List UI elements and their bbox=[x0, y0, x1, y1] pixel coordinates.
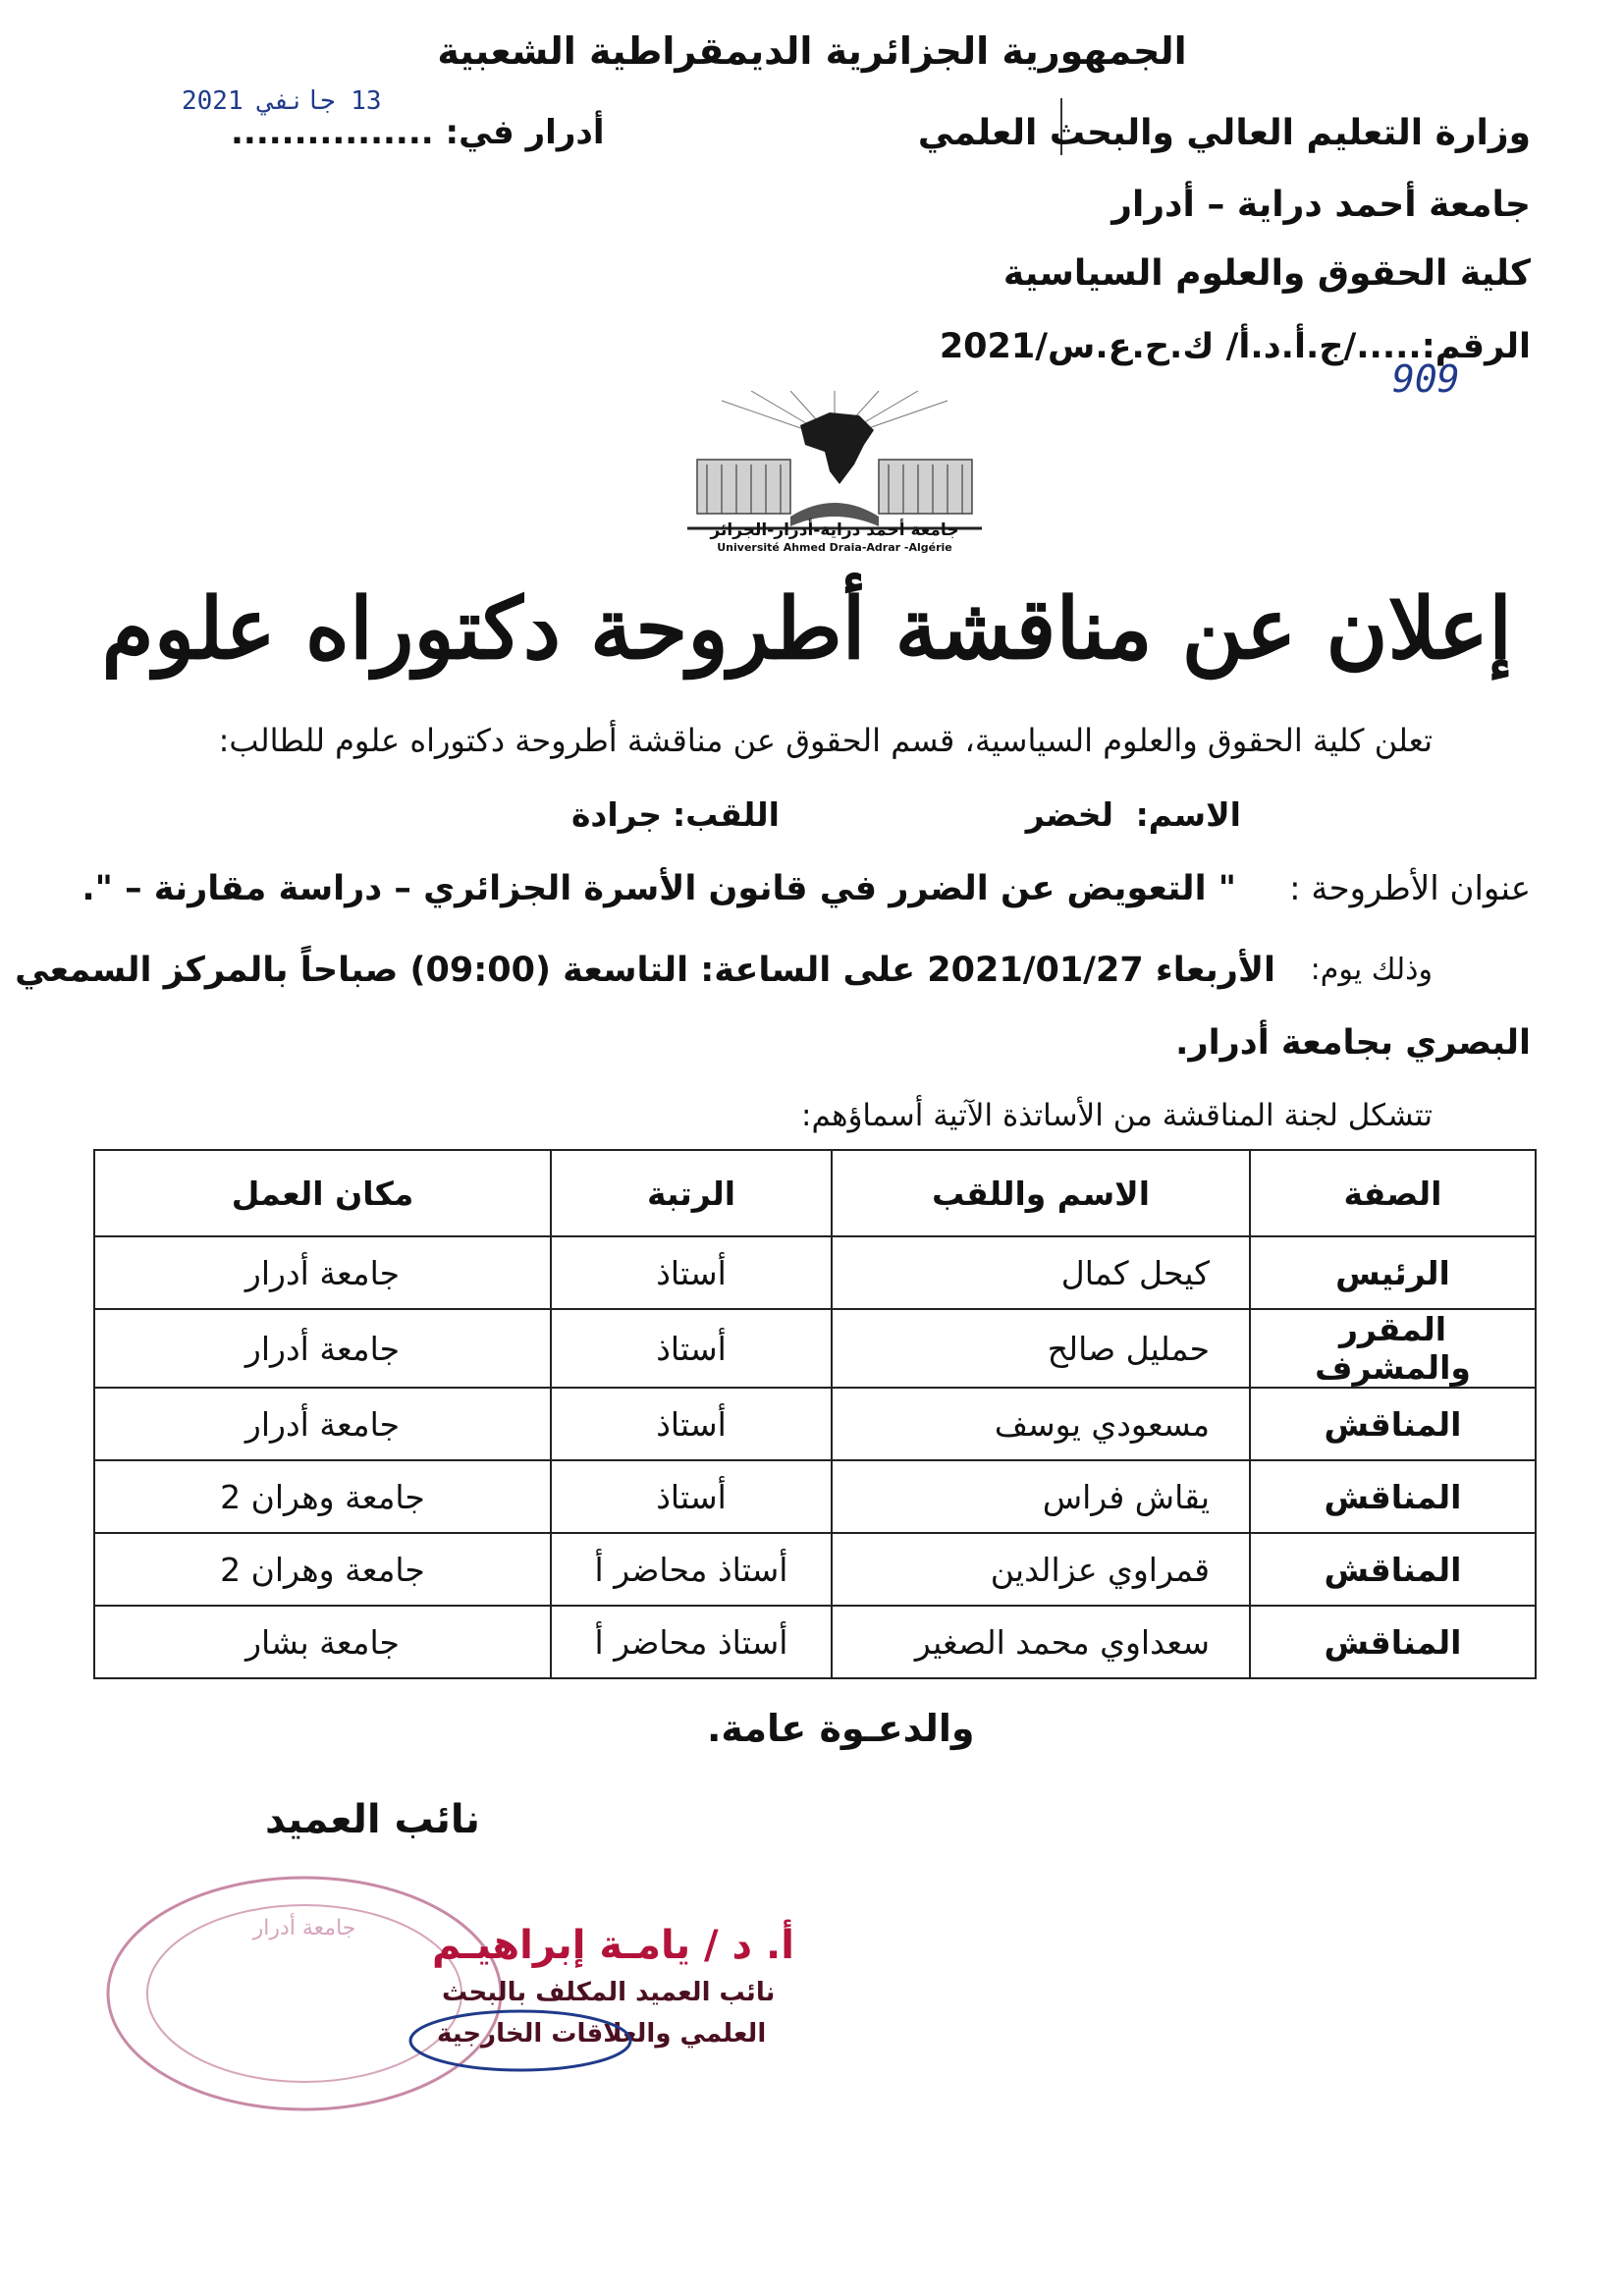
signatory-position-line-2: العلمي والعلاقات الخارجية bbox=[437, 2019, 767, 2049]
header-role: الصفة bbox=[1250, 1150, 1536, 1236]
reference-number: الرقم:...../ج.أ.د.أ/ ك.ح.ع.س/2021 bbox=[939, 327, 1531, 366]
name-cell: حمليل صالح bbox=[832, 1309, 1250, 1388]
last-name-label: اللقب: bbox=[672, 795, 780, 834]
header-rank: الرتبة bbox=[551, 1150, 832, 1236]
table-row bbox=[94, 1388, 1536, 1460]
thesis-title: " التعويض عن الضرر في قانون الأسرة الجزائري – دراسة مقارنة – ". bbox=[81, 869, 1236, 908]
announcement-title: إعلان عن مناقشة أطروحة دكتوراه علوم bbox=[101, 579, 1512, 679]
schedule-line-2: البصري بجامعة أدرار. bbox=[1175, 1023, 1531, 1063]
signatory-name: أ. د / يامـة إبراهيـم bbox=[432, 1923, 794, 1968]
workplace-cell: جامعة أدرار bbox=[94, 1388, 551, 1460]
thesis-label: عنوان الأطروحة : bbox=[1289, 869, 1531, 908]
signatory-position-line-1: نائب العميد المكلف بالبحث bbox=[442, 1978, 776, 2007]
place-date-label: أدرار في: ................ bbox=[231, 113, 605, 152]
table-row bbox=[94, 1606, 1536, 1678]
university-logo bbox=[682, 391, 987, 558]
rank-cell: أستاذ bbox=[551, 1388, 832, 1460]
role-cell: المناقش bbox=[1250, 1606, 1536, 1678]
logo-arabic-caption: جامعة أحمد دراية-أدرار-الجزائر bbox=[710, 520, 959, 540]
role-cell: المقرر والمشرف bbox=[1250, 1309, 1536, 1388]
name-cell: قمراوي عزالدين bbox=[832, 1533, 1250, 1606]
header-name: الاسم واللقب bbox=[832, 1150, 1250, 1236]
schedule-line-1: الأربعاء 2021/01/27 على الساعة: التاسعة (09:00) صباحاً بالمركز السمعي bbox=[15, 951, 1275, 990]
table-row bbox=[94, 1533, 1536, 1606]
rank-cell: أستاذ bbox=[551, 1309, 832, 1388]
name-cell: كيحل كمال bbox=[832, 1236, 1250, 1309]
schedule-prefix: وذلك يوم: bbox=[1310, 953, 1433, 987]
workplace-cell: جامعة وهران 2 bbox=[94, 1533, 551, 1606]
handwritten-signature-icon bbox=[403, 2003, 638, 2082]
name-cell: مسعودي يوسف bbox=[832, 1388, 1250, 1460]
workplace-cell: جامعة بشار bbox=[94, 1606, 551, 1678]
committee-table bbox=[93, 1149, 1537, 1679]
university-line: جامعة أحمد دراية – أدرار bbox=[1111, 185, 1531, 225]
workplace-cell: جامعة أدرار bbox=[94, 1309, 551, 1388]
date-stamp: 13 جانفي 2021 bbox=[182, 86, 382, 116]
rank-cell: أستاذ bbox=[551, 1460, 832, 1533]
last-name-value: جرادة bbox=[570, 795, 662, 834]
signature-title: نائب العميد bbox=[265, 1797, 480, 1842]
table-row bbox=[94, 1309, 1536, 1388]
committee-intro: تتشكل لجنة المناقشة من الأساتذة الآتية أسماؤهم: bbox=[801, 1098, 1433, 1133]
rank-cell: أستاذ محاضر أ bbox=[551, 1533, 832, 1606]
table-header-row bbox=[94, 1150, 1536, 1236]
intro-paragraph: تعلن كلية الحقوق والعلوم السياسية، قسم الحقوق عن مناقشة أطروحة دكتوراه علوم للطالب: bbox=[218, 722, 1433, 759]
name-cell: يقاش فراس bbox=[832, 1460, 1250, 1533]
workplace-cell: جامعة وهران 2 bbox=[94, 1460, 551, 1533]
svg-text:جامعة أدرار: جامعة أدرار bbox=[252, 1916, 356, 1941]
workplace-cell: جامعة أدرار bbox=[94, 1236, 551, 1309]
rank-cell: أستاذ bbox=[551, 1236, 832, 1309]
role-cell: المناقش bbox=[1250, 1460, 1536, 1533]
public-invitation: والدعـوة عامة. bbox=[707, 1707, 975, 1750]
republic-heading: الجمهورية الجزائرية الديمقراطية الشعبية bbox=[437, 29, 1187, 73]
first-name-label: الاسم: bbox=[1135, 795, 1241, 834]
header-workplace: مكان العمل bbox=[94, 1150, 551, 1236]
ministry-line: وزارة التعليم العالي والبحث العلمي bbox=[917, 113, 1531, 153]
role-cell: الرئيس bbox=[1250, 1236, 1536, 1309]
signature-scribble bbox=[403, 2003, 638, 2086]
first-name-value: لخضر bbox=[1025, 795, 1113, 834]
role-cell: المناقش bbox=[1250, 1388, 1536, 1460]
name-cell: سعداوي محمد الصغير bbox=[832, 1606, 1250, 1678]
reference-handwritten-number: 909 bbox=[1392, 357, 1460, 401]
faculty-line: كلية الحقوق والعلوم السياسية bbox=[1002, 253, 1531, 294]
rank-cell: أستاذ محاضر أ bbox=[551, 1606, 832, 1678]
table-row bbox=[94, 1236, 1536, 1309]
role-cell: المناقش bbox=[1250, 1533, 1536, 1606]
logo-french-caption: Université Ahmed Draia-Adrar -Algérie bbox=[717, 541, 952, 554]
table-row bbox=[94, 1460, 1536, 1533]
